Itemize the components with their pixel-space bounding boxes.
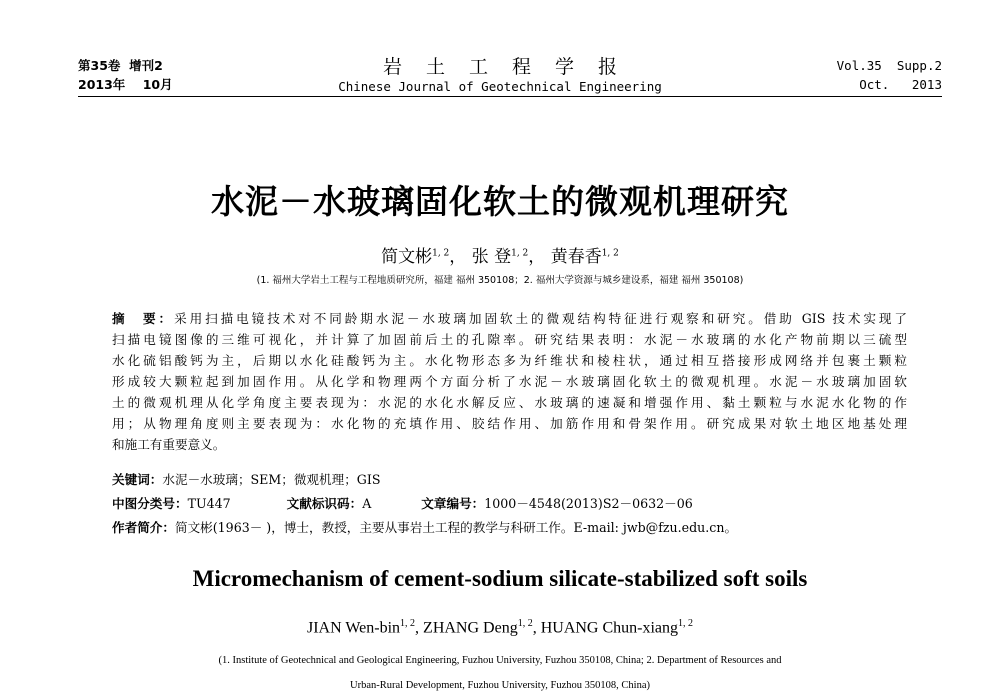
affiliation-cn: (1. 福州大学岩土工程与工程地质研究所，福建 福州 350108；2. 福州大学资源与城乡建设系，福建 福州 350108): [256, 275, 744, 286]
author-en: JIAN Wen-bin: [306, 619, 401, 637]
article-no-label: 文章编号：: [421, 496, 485, 511]
author-sup: 1, 2: [400, 618, 416, 629]
author-sup: 1, 2: [678, 618, 694, 629]
doc-code-label: 文献标识码：: [286, 496, 363, 511]
header-rule: [78, 96, 942, 97]
classification-info: [112, 493, 693, 512]
abstract-line: 扫描电镜图像的三维可视化，并计算了加固前后土的孔隙率。研究结果表明：水泥－水玻璃的水化产物前期以三硫型: [112, 332, 907, 347]
author-sup: 1, 2: [601, 248, 619, 259]
volume-issue-info: [78, 56, 173, 94]
volume-supp: Vol.35 Supp.2: [836, 58, 942, 73]
keywords-label: 关键词：: [112, 472, 163, 487]
author-intro-label: 作者简介：: [112, 520, 175, 535]
abstract-line: 水化硫铝酸钙为主，后期以水化硅酸钙为主。水化物形态多为纤维状和棱柱状，通过相互搭接形成网络并包裹土颗粒: [112, 353, 907, 368]
journal-name-en: Chinese Journal of Geotechnical Engineering: [338, 79, 662, 94]
author-cn: 黄春香: [550, 247, 602, 267]
abstract-line: 用；从物理角度则主要表现为：水化物的充填作用、胶结作用、加筋作用和骨架作用。研究成果对软土地区地基处理: [112, 416, 907, 431]
date-en: Oct. 2013: [859, 77, 942, 92]
paper-title-en: Micromechanism of cement-sodium silicate-stabilized soft soils: [192, 566, 808, 591]
abstract-label: 摘 要：: [112, 311, 175, 326]
author-intro: [112, 517, 737, 536]
year-month: 2013年 10月: [78, 77, 173, 92]
journal-name: [300, 56, 700, 96]
author-cn: 简文彬: [381, 247, 433, 267]
authors-cn: 简文彬$^{1, 2}$， 张 登$^{1, 2}$， 黄春香$^{1, 2}$: [381, 247, 619, 267]
affiliation-en-line: Urban-Rural Development, Fuzhou University, Fuzhou 350108, China): [350, 680, 650, 691]
keywords-value: 水泥－水玻璃；SEM；微观机理；GIS: [162, 472, 381, 487]
author-sup: 1, 2: [432, 248, 450, 259]
doc-code-value: A: [362, 496, 372, 511]
volume-issue: 第35卷 增刊2: [78, 58, 163, 73]
affiliation-en-line: (1. Institute of Geotechnical and Geological Engineering, Fuzhou University, Fuzhou 350108, China; 2. Department of Resources and: [218, 655, 782, 666]
journal-name-cn: 岩土工程学报: [382, 56, 641, 78]
clc-value: TU447: [187, 496, 231, 511]
keywords: [112, 469, 380, 488]
author-sup: 1, 2: [517, 618, 533, 629]
author-intro-value: 简文彬(1963－ )，博士，教授，主要从事岩土工程的教学与科研工作。E-mail: jwb@fzu.edu.cn。: [174, 520, 738, 535]
abstract-line: 摘 要：采用扫描电镜技术对不同龄期水泥－水玻璃加固软土的微观结构特征进行观察和研究。借助 GIS 技术实现了: [112, 311, 907, 326]
author-cn: 张 登: [471, 247, 512, 267]
article-no-value: 1000－4548(2013)S2－0632－06: [484, 496, 693, 511]
abstract-cn: [112, 308, 907, 455]
abstract-line: 和施工有重要意义。: [112, 437, 226, 452]
authors-en: JIAN Wen-bin$^{1, 2}$, ZHANG Deng$^{1, 2}$, HUANG Chun-xiang$^{1, 2}$: [306, 618, 694, 637]
abstract-line: 形成较大颗粒起到加固作用。从化学和物理两个方面分析了水泥－水玻璃固化软土的微观机理。水泥－水玻璃加固软: [112, 374, 907, 389]
author-en: ZHANG Deng: [423, 619, 518, 637]
affiliation-en: [0, 648, 1000, 698]
volume-date-en: [837, 56, 942, 94]
author-en: HUANG Chun-xiang: [540, 619, 679, 637]
paper-title-cn: 水泥－水玻璃固化软土的微观机理研究: [211, 182, 789, 221]
clc-label: 中图分类号：: [112, 496, 188, 511]
abstract-line: 土的微观机理从化学角度主要表现为：水泥的水化水解反应、水玻璃的速凝和增强作用、黏土颗粒与水泥水化物的作: [112, 395, 907, 410]
author-sup: 1, 2: [511, 248, 529, 259]
